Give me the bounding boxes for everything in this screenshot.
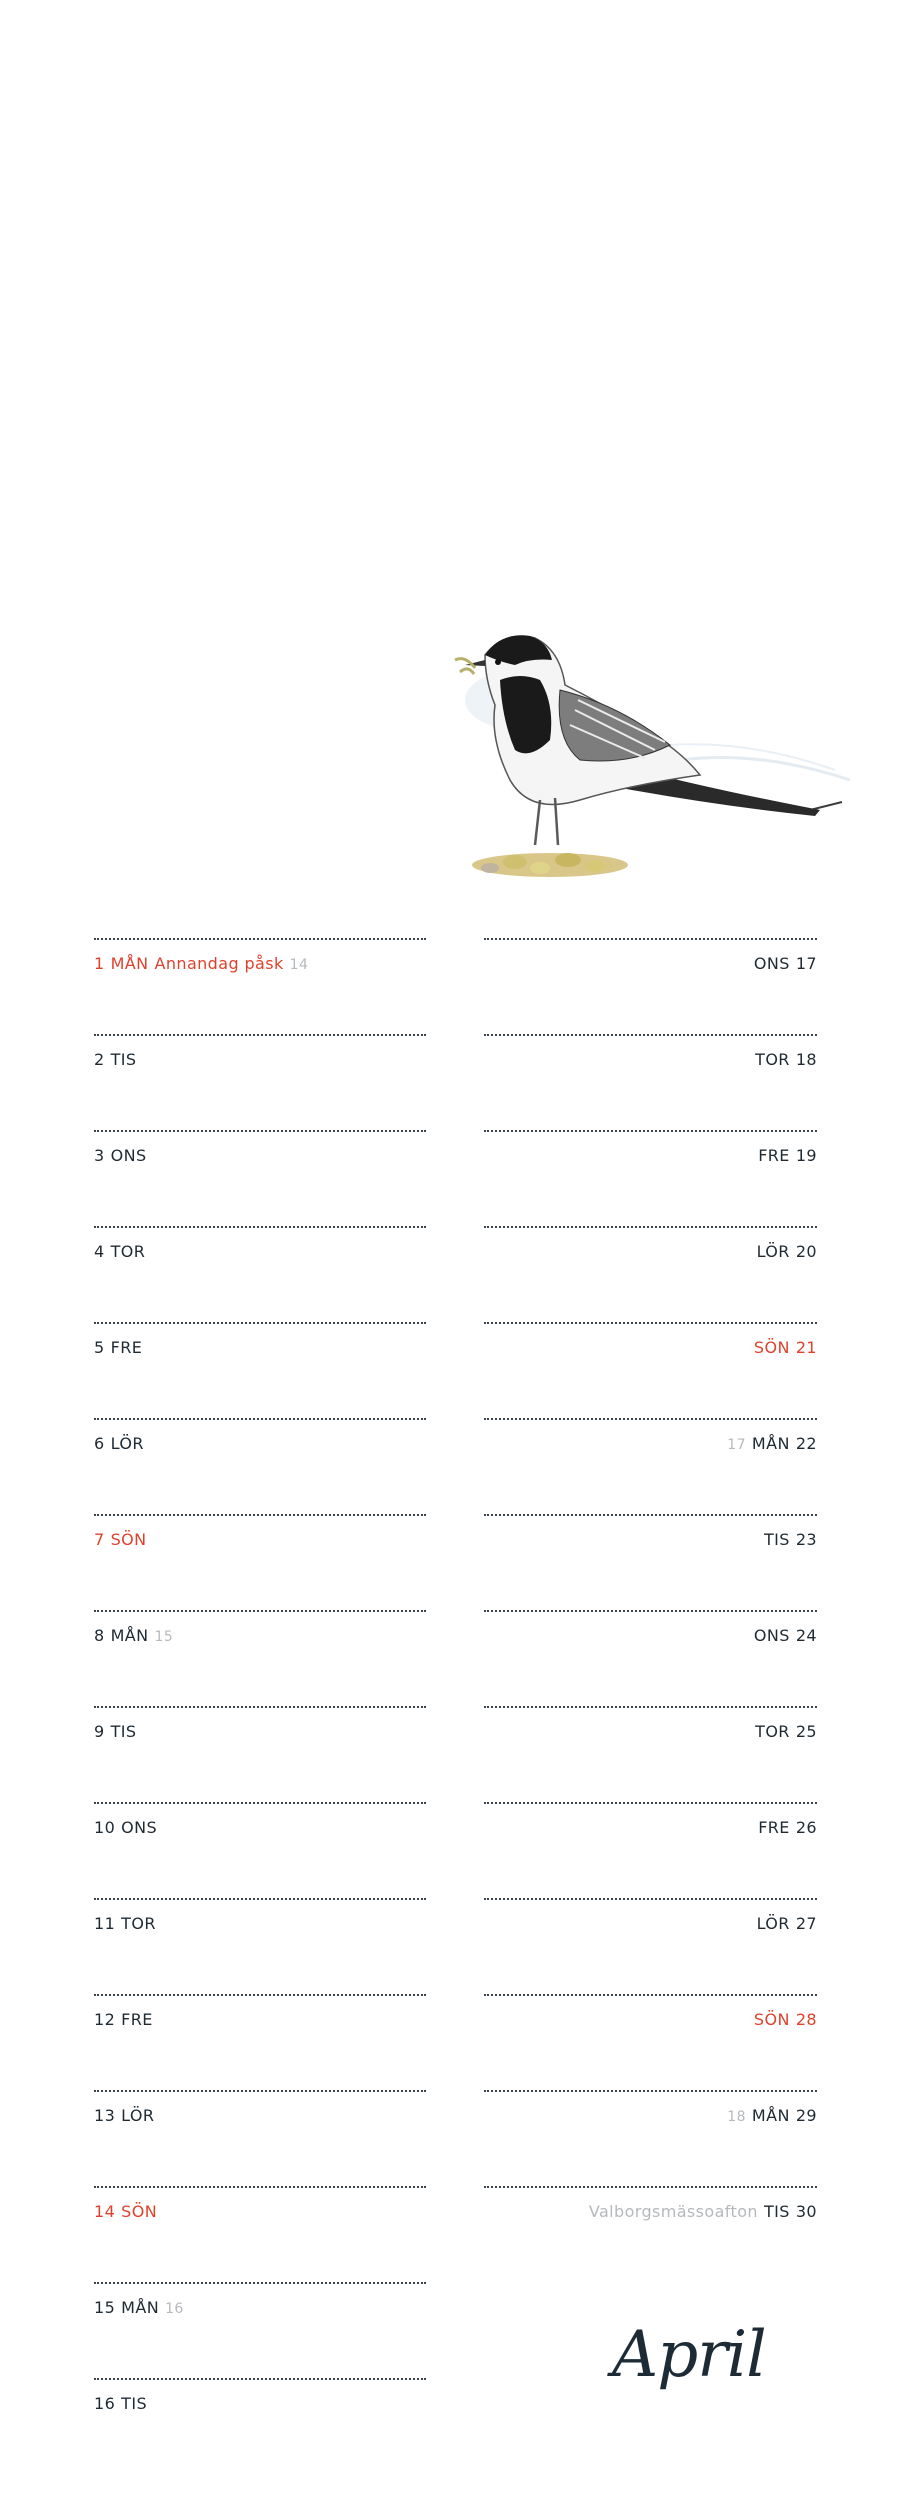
day-label: [758, 1146, 817, 1166]
day-number: 15: [94, 2298, 116, 2317]
weekday: ONS: [753, 1626, 790, 1645]
dotted-rule: [484, 2090, 817, 2092]
weekday: LÖR: [756, 1242, 790, 1261]
week-number: 16: [165, 2301, 184, 2317]
day-number: 17: [795, 954, 817, 973]
day-row: [484, 2090, 817, 2130]
dotted-rule: [94, 2186, 426, 2188]
dotted-rule: [94, 1418, 426, 1420]
day-label: [94, 1434, 144, 1454]
weekday: TIS: [121, 2394, 148, 2413]
weekday: TOR: [110, 1242, 146, 1261]
day-number: 1: [94, 954, 105, 973]
weekday: SÖN: [121, 2202, 158, 2221]
day-label: [94, 2202, 157, 2222]
day-number: 16: [94, 2394, 116, 2413]
month-title: April: [612, 2318, 766, 2392]
day-number: 9: [94, 1722, 105, 1741]
weekday: FRE: [758, 1818, 790, 1837]
day-row: [94, 1706, 426, 1746]
day-number: 27: [795, 1914, 817, 1933]
day-number: 18: [795, 1050, 817, 1069]
day-row: [94, 2186, 426, 2226]
day-row: [484, 1706, 817, 1746]
dotted-rule: [484, 1034, 817, 1036]
dotted-rule: [94, 1226, 426, 1228]
day-number: 29: [795, 2106, 817, 2125]
dotted-rule: [94, 938, 426, 940]
dotted-rule: [94, 1130, 426, 1132]
day-row: [484, 1418, 817, 1458]
day-row: [484, 1226, 817, 1266]
dotted-rule: [94, 1994, 426, 1996]
day-label: [754, 1338, 817, 1358]
day-row: [484, 1610, 817, 1650]
weekday: TIS: [763, 2202, 790, 2221]
day-number: 24: [795, 1626, 817, 1645]
day-label: [94, 1530, 147, 1550]
weekday: LÖR: [110, 1434, 144, 1453]
holiday-note: Valborgsmässoafton: [588, 2202, 758, 2221]
day-row: [94, 1322, 426, 1362]
weekday: TOR: [121, 1914, 156, 1933]
day-row: [94, 1610, 426, 1650]
day-label: [94, 1050, 136, 1070]
day-number: 25: [795, 1722, 817, 1741]
weekday: MÅN: [751, 1434, 790, 1453]
dotted-rule: [484, 1610, 817, 1612]
day-row: [484, 1322, 817, 1362]
weekday: TIS: [110, 1722, 137, 1741]
day-row: [484, 1130, 817, 1170]
weekday: TIS: [110, 1050, 137, 1069]
day-row: [94, 2378, 426, 2418]
dotted-rule: [94, 1802, 426, 1804]
dotted-rule: [94, 2378, 426, 2380]
day-row: [94, 1802, 426, 1842]
day-label: [727, 2106, 817, 2127]
dotted-rule: [94, 1898, 426, 1900]
day-label: [754, 1626, 817, 1646]
day-label: [94, 2298, 184, 2319]
day-number: 22: [795, 1434, 817, 1453]
day-label: [94, 1146, 147, 1166]
day-label: [764, 1530, 817, 1550]
weekday: SÖN: [753, 2010, 790, 2029]
day-label: [94, 1242, 145, 1262]
dotted-rule: [484, 1802, 817, 1804]
dotted-rule: [484, 1226, 817, 1228]
dotted-rule: [484, 1514, 817, 1516]
day-row: [484, 2186, 817, 2226]
day-row: [94, 1514, 426, 1554]
dotted-rule: [94, 1610, 426, 1612]
day-row: [484, 938, 817, 978]
weekday: MÅN: [110, 954, 149, 973]
dotted-rule: [484, 1706, 817, 1708]
dotted-rule: [94, 2282, 426, 2284]
day-row: [94, 2282, 426, 2322]
dotted-rule: [484, 2186, 817, 2188]
weekday: MÅN: [751, 2106, 790, 2125]
day-number: 14: [94, 2202, 116, 2221]
dotted-rule: [484, 1994, 817, 1996]
day-number: 5: [94, 1338, 105, 1357]
day-label: [94, 2010, 153, 2030]
day-label: [94, 1722, 136, 1742]
day-row: [484, 1514, 817, 1554]
week-number: 17: [727, 1437, 746, 1453]
day-row: [94, 1418, 426, 1458]
weekday: FRE: [758, 1146, 790, 1165]
weekday: SÖN: [753, 1338, 790, 1357]
day-number: 11: [94, 1914, 116, 1933]
weekday: SÖN: [110, 1530, 147, 1549]
week-number: 18: [727, 2109, 746, 2125]
day-label: [589, 2202, 817, 2222]
day-number: 19: [795, 1146, 817, 1165]
day-number: 28: [795, 2010, 817, 2029]
weekday: TOR: [755, 1722, 790, 1741]
dotted-rule: [484, 938, 817, 940]
day-number: 3: [94, 1146, 105, 1165]
day-row: [94, 1994, 426, 2034]
day-label: [94, 1338, 142, 1358]
dotted-rule: [94, 1514, 426, 1516]
day-number: 20: [795, 1242, 817, 1261]
day-label: [754, 954, 817, 974]
day-number: 2: [94, 1050, 105, 1069]
day-number: 23: [795, 1530, 817, 1549]
day-row: [484, 1034, 817, 1074]
day-number: 21: [795, 1338, 817, 1357]
day-label: [757, 1914, 817, 1934]
day-row: [94, 2090, 426, 2130]
dotted-rule: [94, 2090, 426, 2092]
holiday-note: Annandag påsk: [154, 954, 284, 973]
day-number: 6: [94, 1434, 105, 1453]
day-label: [94, 1818, 157, 1838]
day-row: [484, 1994, 817, 2034]
weekday: FRE: [110, 1338, 143, 1357]
day-label: [94, 2106, 154, 2126]
weekday: LÖR: [121, 2106, 155, 2125]
dotted-rule: [484, 1418, 817, 1420]
day-label: [755, 1050, 817, 1070]
day-label: [755, 1722, 817, 1742]
weekday: ONS: [753, 954, 790, 973]
weekday: TIS: [763, 1530, 790, 1549]
day-row: [94, 1034, 426, 1074]
day-label: [727, 1434, 817, 1455]
day-number: 7: [94, 1530, 105, 1549]
day-number: 12: [94, 2010, 116, 2029]
weekday: ONS: [121, 1818, 158, 1837]
day-number: 8: [94, 1626, 105, 1645]
weekday: LÖR: [756, 1914, 790, 1933]
day-label: [94, 1914, 156, 1934]
weekday: MÅN: [110, 1626, 149, 1645]
day-row: [94, 938, 426, 978]
dotted-rule: [484, 1322, 817, 1324]
day-row: [94, 1130, 426, 1170]
day-row: [484, 1898, 817, 1938]
day-row: [484, 1802, 817, 1842]
dotted-rule: [484, 1898, 817, 1900]
day-label: [754, 2010, 817, 2030]
dotted-rule: [94, 1322, 426, 1324]
pebbles: [472, 853, 628, 877]
day-row: [94, 1898, 426, 1938]
day-number: 4: [94, 1242, 105, 1261]
weekday: TOR: [755, 1050, 790, 1069]
day-number: 13: [94, 2106, 116, 2125]
day-number: 30: [795, 2202, 817, 2221]
day-label: [94, 954, 308, 975]
weekday: MÅN: [121, 2298, 160, 2317]
day-number: 26: [795, 1818, 817, 1837]
dotted-rule: [484, 1130, 817, 1132]
week-number: 14: [289, 957, 309, 973]
week-number: 15: [154, 1629, 174, 1645]
day-label: [757, 1242, 817, 1262]
day-label: [94, 2394, 147, 2414]
dotted-rule: [94, 1034, 426, 1036]
day-label: [94, 1626, 173, 1647]
dotted-rule: [94, 1706, 426, 1708]
wagtail-illustration: [430, 610, 860, 890]
weekday: FRE: [121, 2010, 153, 2029]
weekday: ONS: [110, 1146, 147, 1165]
day-row: [94, 1226, 426, 1266]
day-label: [758, 1818, 817, 1838]
day-number: 10: [94, 1818, 116, 1837]
